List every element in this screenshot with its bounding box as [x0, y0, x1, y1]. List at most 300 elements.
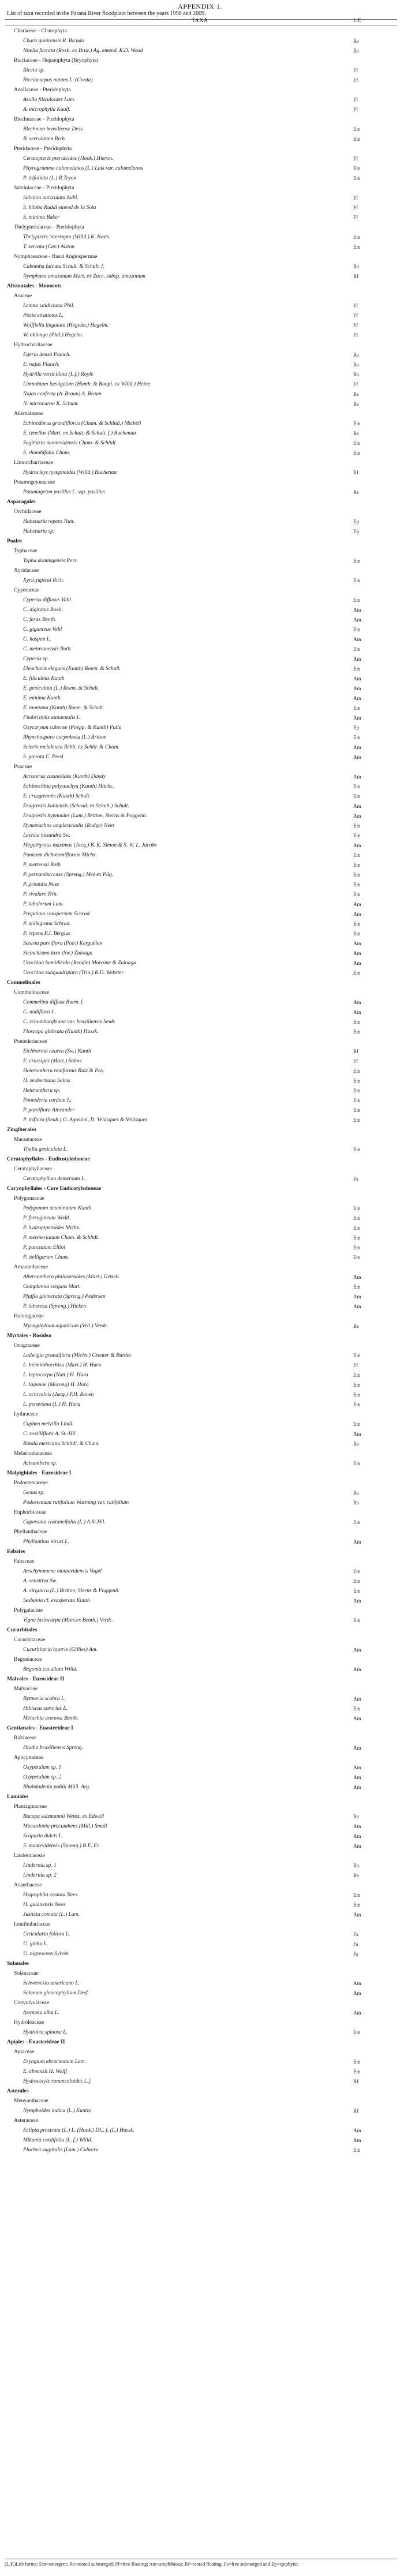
species-name: U. gibba L.	[23, 1941, 48, 1947]
species-name: Wolffiella lingulata (Hegelm.) Hegelm.	[23, 323, 109, 328]
species-row	[0, 605, 400, 615]
species-name: Pontederia cordata L.	[23, 1098, 72, 1103]
life-form-code: Ff	[353, 332, 358, 338]
life-form-code: Am	[353, 1667, 361, 1672]
life-form-code: Am	[353, 1539, 361, 1545]
life-form-code: Rf	[353, 274, 358, 279]
life-form-code: Em	[353, 1421, 361, 1427]
family-row	[0, 1165, 400, 1174]
life-form-code: Em	[353, 793, 361, 799]
species-name: P. prionitis Nees	[23, 882, 59, 888]
family-name: Linderniaceae	[14, 1853, 45, 1859]
species-name: Pfaffia glomerata (Spreng.) Pedersen	[23, 1294, 106, 1300]
species-row	[0, 380, 400, 390]
species-row	[0, 654, 400, 664]
species-row	[0, 1910, 400, 1920]
species-row	[0, 772, 400, 782]
species-name: Riccia sp.	[23, 68, 45, 73]
species-name: Vigna lasiocarpa (Mart.ex Benth.) Verdc.	[23, 1618, 114, 1623]
life-form-code: Am	[353, 1294, 361, 1300]
order-row	[0, 282, 400, 291]
species-name: N. microcarpa K. Schum.	[23, 401, 79, 407]
species-row	[0, 723, 400, 733]
family-name: Pteridaceae - Pteridophyta	[14, 146, 72, 152]
species-name: P. ferrugineum Wedd.	[23, 1215, 70, 1221]
species-row	[0, 1204, 400, 1214]
life-form-code: Em	[353, 1225, 361, 1231]
life-form-code: Am	[353, 656, 361, 662]
order-name: Asterales	[7, 2088, 29, 2094]
life-form-code: Am	[353, 1990, 361, 1996]
life-form-code: Em	[353, 1068, 361, 1074]
order-row	[0, 1626, 400, 1635]
species-row	[0, 331, 400, 340]
species-row	[0, 998, 400, 1008]
species-name: P. parviflora Alexander	[23, 1107, 75, 1113]
life-form-code: Rf	[353, 1049, 358, 1054]
appendix-title: APPENDIX 1.	[178, 2, 222, 10]
species-row	[0, 439, 400, 448]
species-name: Sagittaria montevidensis Cham. & Schltdl.	[23, 440, 117, 446]
species-name: H. guianensis Nees	[23, 1902, 66, 1908]
family-row	[0, 85, 400, 95]
family-name: Typhaceae	[14, 548, 38, 554]
species-name: Oxypetalum sp. 2	[23, 1774, 62, 1780]
species-name: Fimbristylis autumnalis L.	[23, 715, 81, 721]
species-name: E. najas Planch.	[23, 362, 59, 368]
species-name: Leersia hexandra Sw.	[23, 833, 70, 838]
species-row	[0, 370, 400, 380]
family-row	[0, 1263, 400, 1272]
life-form-code: Am	[353, 2128, 361, 2133]
order-row	[0, 1675, 400, 1684]
species-name: E. montana (Kunth) Roem. & Schult.	[23, 705, 104, 711]
family-row	[0, 762, 400, 772]
life-form-code: Rs	[353, 38, 359, 44]
species-name: Cyperus diffusus Vahl	[23, 597, 71, 603]
family-row	[0, 1194, 400, 1204]
species-name: Oxycaryum cubense (Poepp. & Kunth) Palla	[23, 725, 122, 731]
life-form-code: Em	[353, 136, 361, 142]
species-name: L. lagunae (Morong) H. Hara	[23, 1382, 89, 1388]
species-row	[0, 311, 400, 321]
species-name: Nitella furcata (Roxb. ex Bruz.) Ag. emend. R.D. Wood	[23, 48, 143, 54]
species-name: E. elmensii H. Wolff	[23, 2069, 67, 2075]
species-name: Urochloa subquadripara (Trin.) R.D. Webster	[23, 970, 124, 976]
species-row	[0, 164, 400, 174]
life-form-code: Ff	[353, 77, 358, 83]
species-row	[0, 2067, 400, 2077]
family-name: Rubiaceae	[14, 1735, 37, 1741]
species-row	[0, 262, 400, 272]
species-row	[0, 2136, 400, 2146]
species-name: Lemna valdiviana Phil.	[23, 303, 74, 309]
species-row	[0, 811, 400, 821]
life-form-code: Em	[353, 852, 361, 858]
species-row	[0, 1714, 400, 1724]
species-name: Echinochloa polystachya (Kunth) Hitchc.	[23, 784, 114, 789]
species-name: C. schomburgkiana var. brasiliensis Seub.	[23, 1019, 115, 1025]
species-row	[0, 674, 400, 684]
species-name: Steinchisma laxa (Sw.) Zuloaga	[23, 950, 93, 956]
family-row	[0, 507, 400, 517]
order-row	[0, 2087, 400, 2096]
table-caption: List of taxa recorded in the Paraná River floodplain between the years 1998 and 2009.	[7, 10, 206, 17]
family-name: Amaranthaceae	[14, 1264, 48, 1270]
family-row	[0, 1753, 400, 1763]
life-form-code: Em	[353, 1098, 361, 1103]
taxa-table-body	[0, 27, 400, 2556]
species-name: Pluchea sagittalis (Lam.) Cabrera	[23, 2147, 99, 2153]
order-row	[0, 537, 400, 546]
life-form-code: Am	[353, 1745, 361, 1751]
family-row	[0, 1508, 400, 1518]
life-form-code: Em	[353, 166, 361, 171]
life-form-code: Rs	[353, 48, 359, 54]
order-name: Poales	[7, 538, 22, 544]
species-row	[0, 125, 400, 134]
family-name: Marantaceae	[14, 1137, 42, 1143]
species-row	[0, 2008, 400, 2018]
species-name: L. leptocarpa (Nutt.) H. Hara	[23, 1372, 88, 1378]
family-row	[0, 2018, 400, 2028]
species-row	[0, 1351, 400, 1361]
species-name: Cyperus sp.	[23, 656, 49, 662]
species-row	[0, 1292, 400, 1302]
life-form-code: Em	[353, 234, 361, 240]
family-name: Alismataceae	[14, 411, 44, 417]
species-name: Eichhornia azurea (Sw.) Kunth	[23, 1049, 91, 1054]
species-name: T. serrata (Cav.) Alston	[23, 244, 74, 250]
species-name: L. helminthorrhiza (Mart.) H. Hara	[23, 1362, 102, 1368]
species-row	[0, 1096, 400, 1106]
family-row	[0, 1733, 400, 1743]
life-form-code: Am	[353, 715, 361, 721]
life-form-code: Am	[353, 2010, 361, 2016]
life-form-code: Rs	[353, 1490, 359, 1496]
order-row	[0, 1547, 400, 1557]
species-row	[0, 1008, 400, 1017]
species-name: E. tenellus (Mart. ex Schult. & Schult. f.) Buchenau	[23, 430, 136, 436]
family-row	[0, 1635, 400, 1645]
species-row	[0, 2146, 400, 2155]
species-name: L. octovalvis (Jacq.) P.H. Raven	[23, 1392, 94, 1398]
life-form-code: Em	[353, 705, 361, 711]
species-name: Paspalum conspersum Schrad.	[23, 911, 91, 917]
order-row	[0, 1469, 400, 1478]
species-name: Begonia cucullata Willd.	[23, 1667, 78, 1672]
life-form-code: Fs	[353, 1931, 358, 1937]
species-name: Myriophyllum aquaticum (Vell.) Verdc.	[23, 1323, 109, 1329]
species-name: Hydrocotyle ranunculoides L.f.	[23, 2079, 92, 2084]
family-row	[0, 586, 400, 596]
life-form-code: Em	[353, 1019, 361, 1025]
life-form-code: Rs	[353, 1814, 359, 1819]
species-name: B. serrulatum Rich.	[23, 136, 66, 142]
species-name: Solanum glaucophyllum Desf.	[23, 1990, 89, 1996]
life-form-code: Em	[353, 1029, 361, 1035]
species-row	[0, 1439, 400, 1449]
life-form-code: Fs	[353, 1176, 358, 1182]
family-name: Nymphaeaceae - Basal Angiospermae	[14, 254, 98, 260]
family-row	[0, 144, 400, 154]
family-row	[0, 1341, 400, 1351]
order-name: Alismatales - Monocots	[7, 283, 62, 289]
family-row	[0, 478, 400, 488]
family-name: Characeae - Charophyta	[14, 28, 67, 34]
species-name: Typha domingensis Pers.	[23, 558, 78, 564]
family-row	[0, 2096, 400, 2106]
family-row	[0, 1920, 400, 1930]
life-form-code: Am	[353, 1274, 361, 1280]
life-form-code: Em	[353, 578, 361, 583]
life-form-code: Am	[353, 2137, 361, 2143]
family-name: Melastomataceae	[14, 1451, 52, 1457]
life-form-code: Em	[353, 882, 361, 888]
life-form-code: Em	[353, 931, 361, 937]
species-name: Ipomoea alba L.	[23, 2010, 59, 2016]
species-name: P. mertensii Roth	[23, 862, 61, 868]
life-form-code: Am	[353, 1696, 361, 1702]
life-form-code: Am	[353, 1824, 361, 1829]
species-row	[0, 831, 400, 841]
species-name: Rhabdadenia pohlii Müll. Arg.	[23, 1784, 91, 1790]
order-row	[0, 1125, 400, 1135]
life-form-code: Em	[353, 2069, 361, 2075]
family-row	[0, 27, 400, 36]
species-row	[0, 1616, 400, 1626]
family-row	[0, 1557, 400, 1567]
life-form-code: Am	[353, 813, 361, 819]
life-form-code: Em	[353, 627, 361, 632]
species-name: Pistia stratiotes L.	[23, 313, 63, 319]
species-name: Eclipta prostrata (L.) L. (Hook.) DC. f. (L.) Hassk.	[23, 2128, 134, 2133]
species-name: Alternanthera philoxeroides (Mart.) Griseb.	[23, 1274, 120, 1280]
family-row	[0, 1606, 400, 1616]
species-name: P. hydropiperoides Michx.	[23, 1225, 81, 1231]
life-form-code: Rs	[353, 1441, 359, 1447]
family-row	[0, 2047, 400, 2057]
species-name: Nymphaea amazonum Mart. ex Zucc. subsp. amazonum	[23, 274, 145, 279]
species-row	[0, 664, 400, 674]
species-name: Mecardonia procumbens (Mill.) Small	[23, 1824, 107, 1829]
life-form-code: Ff	[353, 107, 358, 113]
species-row	[0, 2126, 400, 2136]
species-row	[0, 1861, 400, 1871]
life-form-code: Rs	[353, 391, 359, 397]
family-row	[0, 566, 400, 576]
species-name: E. crusgavonis (Kunth) Schult.	[23, 793, 91, 799]
species-name: A. microphylla Kaulf.	[23, 107, 70, 113]
species-row	[0, 909, 400, 919]
species-row	[0, 1027, 400, 1037]
species-row	[0, 360, 400, 370]
species-name: Scleria melaleuca Rchb. ex Schltr. & Cham.	[23, 744, 120, 750]
family-name: Lythraceae	[14, 1411, 38, 1417]
species-row	[0, 703, 400, 713]
family-row	[0, 1312, 400, 1321]
species-row	[0, 645, 400, 654]
life-form-code: Rs	[353, 1500, 359, 1506]
order-row	[0, 1331, 400, 1341]
family-name: Pontederiaceae	[14, 1039, 47, 1044]
life-form-code: Em	[353, 833, 361, 838]
species-row	[0, 890, 400, 900]
life-form-code: Am	[353, 901, 361, 907]
life-form-code: Ff	[353, 195, 358, 201]
family-name: Limnocharitaceae	[14, 460, 54, 466]
species-row	[0, 1890, 400, 1900]
species-row	[0, 1841, 400, 1851]
species-row	[0, 1567, 400, 1577]
species-row	[0, 517, 400, 527]
family-name: Lentibulariaceae	[14, 1922, 51, 1927]
species-row	[0, 1302, 400, 1312]
species-row	[0, 968, 400, 978]
order-name: Myrtales - Rosidea	[7, 1333, 51, 1339]
life-form-code: Em	[353, 1078, 361, 1084]
species-name: Genus sp.	[23, 1490, 45, 1496]
species-row	[0, 1930, 400, 1940]
order-name: Malvales - Eurosideae II	[7, 1676, 65, 1682]
species-row	[0, 576, 400, 586]
life-form-code: Am	[353, 1774, 361, 1780]
life-form-code: Em	[353, 1382, 361, 1388]
species-row	[0, 154, 400, 164]
species-name: Ludwigia grandiflora (Michx.) Greuter & Burdet	[23, 1353, 131, 1358]
species-name: E. geniculata (L.) Roem. & Schult.	[23, 686, 99, 691]
species-name: Rotala mexicana Schltdl. & Cham.	[23, 1441, 100, 1447]
species-row	[0, 919, 400, 929]
species-name: S. pterota C. Presl	[23, 754, 63, 760]
species-row	[0, 1979, 400, 1989]
order-name: Cucurbitales	[7, 1627, 38, 1633]
species-name: Lindernia sp. 2	[23, 1873, 57, 1878]
life-form-code: Em	[353, 862, 361, 868]
species-row	[0, 1057, 400, 1066]
species-name: S. montevidensis (Spreng.) R.E. Fr.	[23, 1843, 100, 1849]
species-row	[0, 272, 400, 282]
species-name: Acisanthera sp.	[23, 1461, 58, 1466]
species-name: Ricciocarpus natans L. (Corda)	[23, 77, 93, 83]
life-form-code: Em	[353, 1245, 361, 1250]
species-name: Echinodorus grandiflorus (Cham. & Schltdl.) Micheli	[23, 421, 141, 426]
species-name: C. digitatus Roxb.	[23, 607, 63, 613]
species-row	[0, 802, 400, 811]
family-row	[0, 1527, 400, 1537]
life-form-code: Em	[353, 597, 361, 603]
order-name: Fabales	[7, 1549, 25, 1555]
family-name: Xyridaceae	[14, 568, 39, 574]
species-name: Polygonum acuminatum Kunth	[23, 1205, 92, 1211]
life-form-code: Am	[353, 636, 361, 642]
species-row	[0, 1645, 400, 1655]
family-name: Convolvulaceae	[14, 2000, 50, 2006]
species-name: Aeschynomene montevidensis Vogel	[23, 1568, 102, 1574]
species-row	[0, 1145, 400, 1155]
life-form-code: Em	[353, 1205, 361, 1211]
life-form-code: Ep	[353, 725, 359, 731]
species-name: A. virginica (L.) Britton, Sterns & Poggenb.	[23, 1588, 119, 1594]
family-name: Ceratophyllaceae	[14, 1166, 52, 1172]
species-name: Eragrostis bahiensis (Schrad. ex Schult.) Schult.	[23, 803, 129, 809]
life-form-code: Em	[353, 1618, 361, 1623]
species-row	[0, 1743, 400, 1753]
family-name: Malvaceae	[14, 1686, 38, 1692]
species-name: C. meinsanensis Roth.	[23, 646, 72, 652]
life-form-code: Em	[353, 1117, 361, 1123]
species-name: E. crassipes (Mart.) Solms	[23, 1058, 82, 1064]
family-row	[0, 340, 400, 350]
species-name: C. giganteus Vahl	[23, 627, 62, 632]
column-header-row	[0, 17, 400, 24]
species-row	[0, 468, 400, 478]
life-form-code: Em	[353, 440, 361, 446]
species-name: P. tabulorum Lam.	[23, 901, 64, 907]
life-form-code: Em	[353, 1706, 361, 1712]
family-row	[0, 223, 400, 233]
life-form-code: Em	[353, 666, 361, 672]
life-form-code: Em	[353, 1255, 361, 1260]
family-row	[0, 1410, 400, 1420]
order-row	[0, 1792, 400, 1802]
family-name: Fabaceae	[14, 1559, 35, 1564]
life-form-code: Em	[353, 1215, 361, 1221]
species-name: Hygrophila costata Nees	[23, 1892, 78, 1898]
species-name: C. ferax Benth.	[23, 617, 57, 623]
species-row	[0, 36, 400, 46]
life-form-code: Em	[353, 1461, 361, 1466]
life-form-code: Em	[353, 2059, 361, 2065]
species-name: Thalia geniculata L.	[23, 1147, 68, 1152]
column-header-taxa: TAXA	[192, 17, 208, 23]
life-form-code: Ff	[353, 323, 358, 328]
species-row	[0, 448, 400, 458]
life-form-code: Ff	[353, 313, 358, 319]
life-form-code: Rs	[353, 352, 359, 358]
species-name: H. seubertiana Solms	[23, 1078, 70, 1084]
family-row	[0, 291, 400, 301]
species-row	[0, 733, 400, 743]
species-name: Chara guairensis R. Bicudo	[23, 38, 84, 44]
order-row	[0, 1155, 400, 1165]
family-name: Apiaceae	[14, 2049, 35, 2055]
life-form-code: Rs	[353, 1863, 359, 1869]
species-name: Cucurbitaria hystrix (Gillies) Am.	[23, 1647, 98, 1653]
species-name: P. repens P.J. Bergius	[23, 931, 70, 937]
species-name: Scoparia dulcis L.	[23, 1833, 63, 1839]
species-row	[0, 851, 400, 860]
order-row	[0, 2038, 400, 2047]
family-row	[0, 409, 400, 419]
species-name: Nymphoides indica (L.) Kuntze	[23, 2108, 92, 2114]
species-name: Byttneria scabra L.	[23, 1696, 66, 1702]
species-name: Setaria parviflora (Poir.) Kerguélen	[23, 941, 102, 946]
species-name: A. sensitiva Sw.	[23, 1578, 57, 1584]
species-row	[0, 2028, 400, 2038]
species-name: Lindernia sp. 1	[23, 1863, 57, 1869]
species-name: Limnobium laevigatum (Humb. & Bonpl. ex Willd.) Heine	[23, 381, 151, 387]
life-form-code: Rf	[353, 2079, 358, 2084]
life-form-code: Rs	[353, 1873, 359, 1878]
species-name: Sesbania cf. exasperata Kunth	[23, 1598, 90, 1604]
life-form-code: Rs	[353, 362, 359, 368]
family-row	[0, 1851, 400, 1861]
order-name: Caryophyllales - Core Eudicotyledoneae	[7, 1186, 102, 1192]
life-form-code: Am	[353, 695, 361, 701]
family-name: Acanthaceae	[14, 1882, 42, 1888]
species-name: P. rivulare Trin.	[23, 892, 58, 897]
